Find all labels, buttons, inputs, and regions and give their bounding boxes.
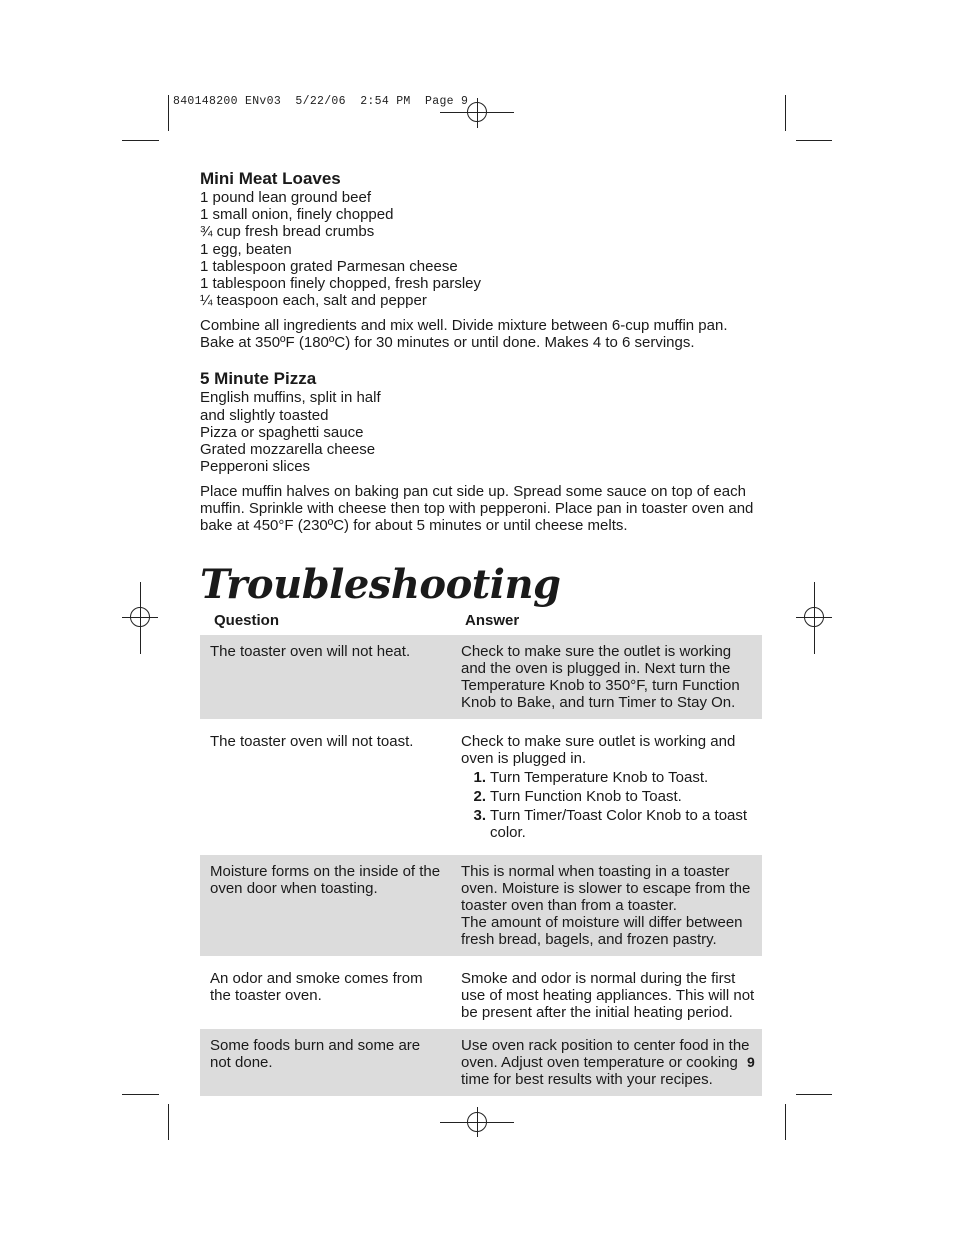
step-text: Turn Timer/Toast Color Knob to a toast color.: [490, 807, 748, 842]
page-number: 9: [747, 1054, 755, 1070]
answer-text: Check to make sure outlet is working and oven is plugged in.: [461, 733, 736, 768]
table-row: [200, 725, 762, 849]
step-number: 1.: [473, 769, 486, 787]
table-row: [200, 1029, 762, 1096]
ingredient: Pizza or spaghetti sauce: [200, 423, 364, 441]
question-cell: The toaster oven will not heat.: [200, 635, 451, 719]
recipe-title: 5 Minute Pizza: [200, 369, 317, 389]
ingredient-list: [200, 189, 762, 309]
recipe-directions: Combine all ingredients and mix well. Divide mixture between 6-cup muffin pan. Bake at 350ºF (180ºC) for 30 minutes or until done. Makes 4 to 6 servings.: [200, 317, 728, 352]
ingredient: Grated mozzarella cheese: [200, 441, 376, 459]
table-header-row: [200, 612, 762, 635]
ingredient: 1 tablespoon finely chopped, fresh parsley: [200, 275, 482, 293]
column-header-question: Question: [214, 612, 280, 630]
answer-cell: [451, 855, 762, 956]
answer-cell: Use oven rack position to center food in the oven. Adjust oven temperature or cooking time for best results with your recipes.: [451, 1029, 762, 1096]
step-number: 2.: [473, 788, 486, 806]
print-slug: 840148200 ENv03 5/22/06 2:54 PM Page 9: [173, 95, 469, 108]
step-text: Turn Function Knob to Toast.: [490, 788, 682, 806]
question-cell: Moisture forms on the inside of the oven door when toasting.: [200, 855, 451, 956]
ingredient: 1 pound lean ground beef: [200, 189, 371, 206]
ingredient: 1 egg, beaten: [200, 240, 292, 258]
answer-cell: [451, 725, 762, 849]
recipe-5-minute-pizza: [200, 368, 762, 534]
ingredient: and slightly toasted: [200, 406, 329, 424]
section-title: Troubleshooting: [200, 561, 561, 609]
ingredient: ¼ teaspoon each, salt and pepper: [200, 292, 427, 310]
answer-cell: Check to make sure the outlet is working and the oven is plugged in. Next turn the Temperature Knob to 350°F, turn Function Knob to Bake, and turn Timer to Stay On.: [451, 635, 762, 719]
ingredient: 1 tablespoon grated Parmesan cheese: [200, 257, 458, 275]
question-cell: Some foods burn and some are not done.: [200, 1029, 451, 1096]
question-cell: An odor and smoke comes from the toaster oven.: [210, 970, 423, 1005]
recipe-directions: Place muffin halves on baking pan cut side up. Spread some sauce on top of each muffin. Sprinkle with cheese then top with pepperoni. Place pan in toaster oven and bake at 450°F (230ºC) for about 5 minutes or until cheese melts.: [200, 483, 754, 535]
ingredient: ¾ cup fresh bread crumbs: [200, 223, 375, 241]
recipe-title: Mini Meat Loaves: [200, 169, 341, 188]
column-header-answer: Answer: [465, 612, 520, 630]
step-item: [461, 788, 756, 805]
table-row: [200, 635, 762, 719]
ingredient: Pepperoni slices: [200, 458, 311, 476]
answer-text-extra: The amount of moisture will differ between fresh bread, bagels, and frozen pastry.: [461, 914, 743, 949]
answer-cell: Smoke and odor is normal during the first use of most heating appliances. This will not be present after the initial heating period.: [461, 970, 755, 1022]
table-row: [200, 962, 762, 1029]
step-item: [461, 807, 756, 841]
ingredient: 1 small onion, finely chopped: [200, 206, 394, 224]
ingredient: English muffins, split in half: [200, 389, 381, 407]
step-text: Turn Temperature Knob to Toast.: [490, 769, 709, 787]
answer-text: This is normal when toasting in a toaster oven. Moisture is slower to escape from the toaster oven than from a toaster.: [461, 863, 751, 915]
question-cell: The toaster oven will not toast.: [210, 733, 414, 751]
troubleshooting-table: [200, 612, 762, 1096]
recipe-mini-meat-loaves: [200, 168, 762, 351]
ingredient-list: [200, 389, 762, 475]
step-number: 3.: [473, 807, 486, 825]
step-list: [461, 769, 756, 841]
table-row: [200, 855, 762, 956]
page-content: [200, 168, 762, 1096]
step-item: [461, 769, 756, 786]
